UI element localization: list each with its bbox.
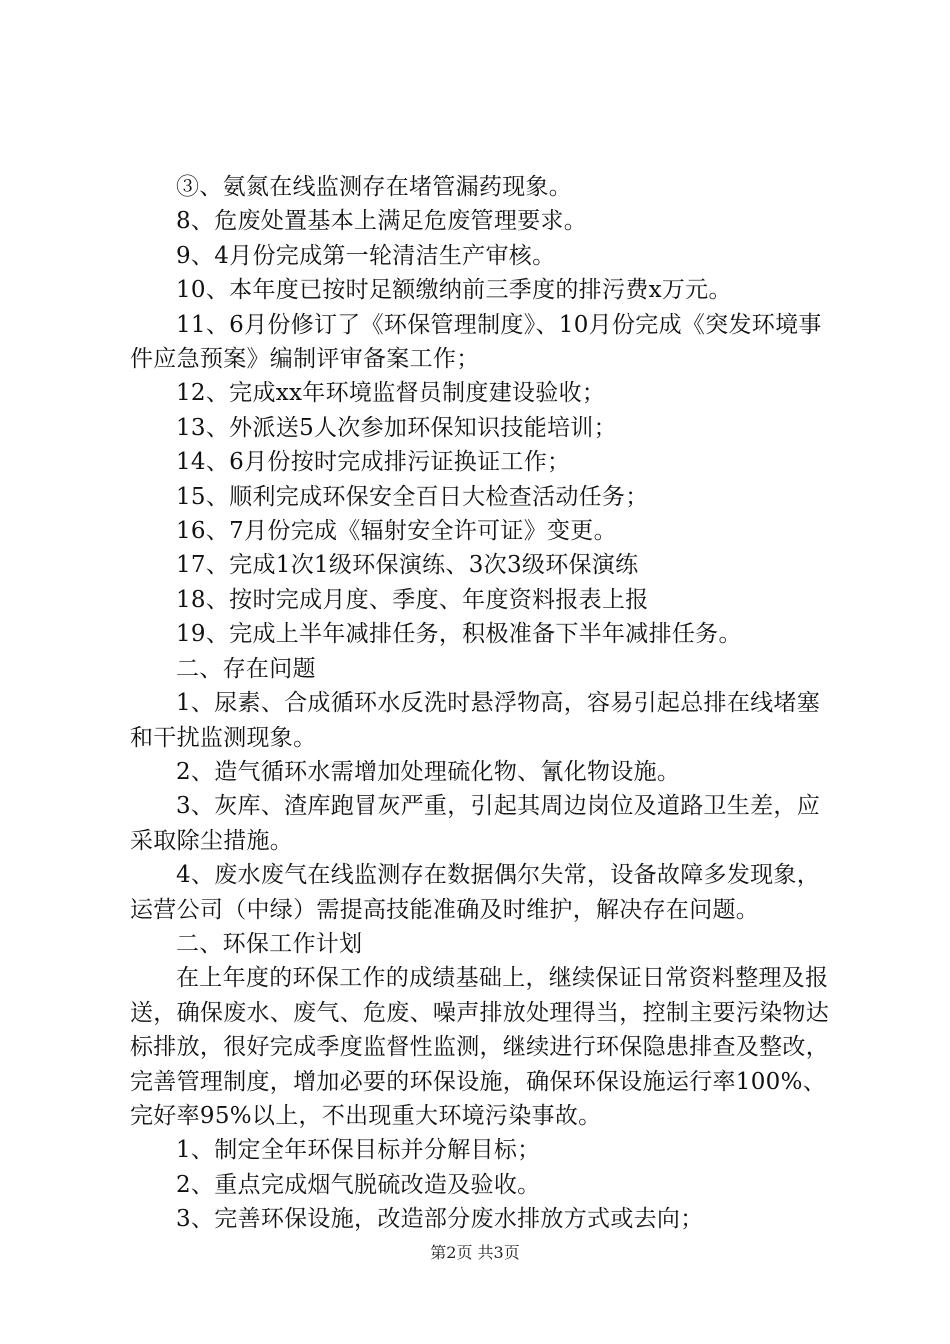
paragraph: 1、尿素、合成循环水反洗时悬浮物高，容易引起总排在线堵塞和干扰监测现象。 bbox=[130, 690, 821, 751]
section-heading: 二、存在问题 bbox=[176, 655, 316, 682]
paragraph: 15、顺利完成环保安全百日大检查活动任务； bbox=[176, 483, 649, 510]
paragraph: 18、按时完成月度、季度、年度资料报表上报 bbox=[176, 586, 649, 613]
paragraph: 9、4月份完成第一轮清洁生产审核。 bbox=[176, 242, 556, 269]
paragraph: 16、7月份完成《辐射安全许可证》变更。 bbox=[176, 518, 617, 545]
paragraph: 17、完成1次1级环保演练、3次3级环保演练 bbox=[176, 552, 639, 579]
paragraph: 14、6月份按时完成排污证换证工作； bbox=[176, 449, 571, 476]
paragraph: 12、完成xx年环境监督员制度建设验收； bbox=[176, 380, 606, 407]
paragraph: 3、灰库、渣库跑冒灰严重，引起其周边岗位及道路卫生差，应采取除尘措施。 bbox=[130, 793, 821, 854]
paragraph: 2、重点完成烟气脱硫改造及验收。 bbox=[176, 1171, 541, 1198]
paragraph: 11、6月份修订了《环保管理制度》、10月份完成《突发环境事件应急预案》编制评审备案工作； bbox=[130, 311, 822, 373]
section-heading: 二、环保工作计划 bbox=[176, 930, 363, 957]
page-footer: 第2页 共3页 bbox=[430, 1243, 520, 1262]
paragraph: 19、完成上半年减排任务，积极准备下半年减排任务。 bbox=[176, 621, 742, 648]
document-body bbox=[130, 170, 830, 1237]
paragraph: 4、废水废气在线监测存在数据偶尔失常，设备故障多发现象，运营公司（中绿）需提高技能准确及时维护，解决存在问题。 bbox=[130, 862, 821, 923]
paragraph: 1、制定全年环保目标并分解目标； bbox=[176, 1137, 541, 1164]
paragraph: 13、外派送5人次参加环保知识技能培训； bbox=[176, 414, 617, 441]
paragraph: 3、完善环保设施，改造部分废水排放方式或去向； bbox=[176, 1206, 704, 1233]
paragraph: ③、氨氮在线监测存在堵管漏药现象。 bbox=[176, 174, 573, 200]
paragraph: 2、造气循环水需增加处理硫化物、氰化物设施。 bbox=[176, 758, 681, 785]
paragraph: 10、本年度已按时足额缴纳前三季度的排污费x万元。 bbox=[176, 277, 732, 304]
paragraph: 在上年度的环保工作的成绩基础上，继续保证日常资料整理及报送，确保废水、废气、危废、噪声排放处理得当，控制主要污染物达标排放，很好完成季度监督性监测，继续进行环保隐患排查及整改，完善管理制度，增加必要的环保设施，确保环保设施运行率100%、完好率95%以上，不出现重大环境污染事故。 bbox=[130, 965, 829, 1129]
paragraph: 8、危废处置基本上满足危废管理要求。 bbox=[176, 208, 588, 235]
